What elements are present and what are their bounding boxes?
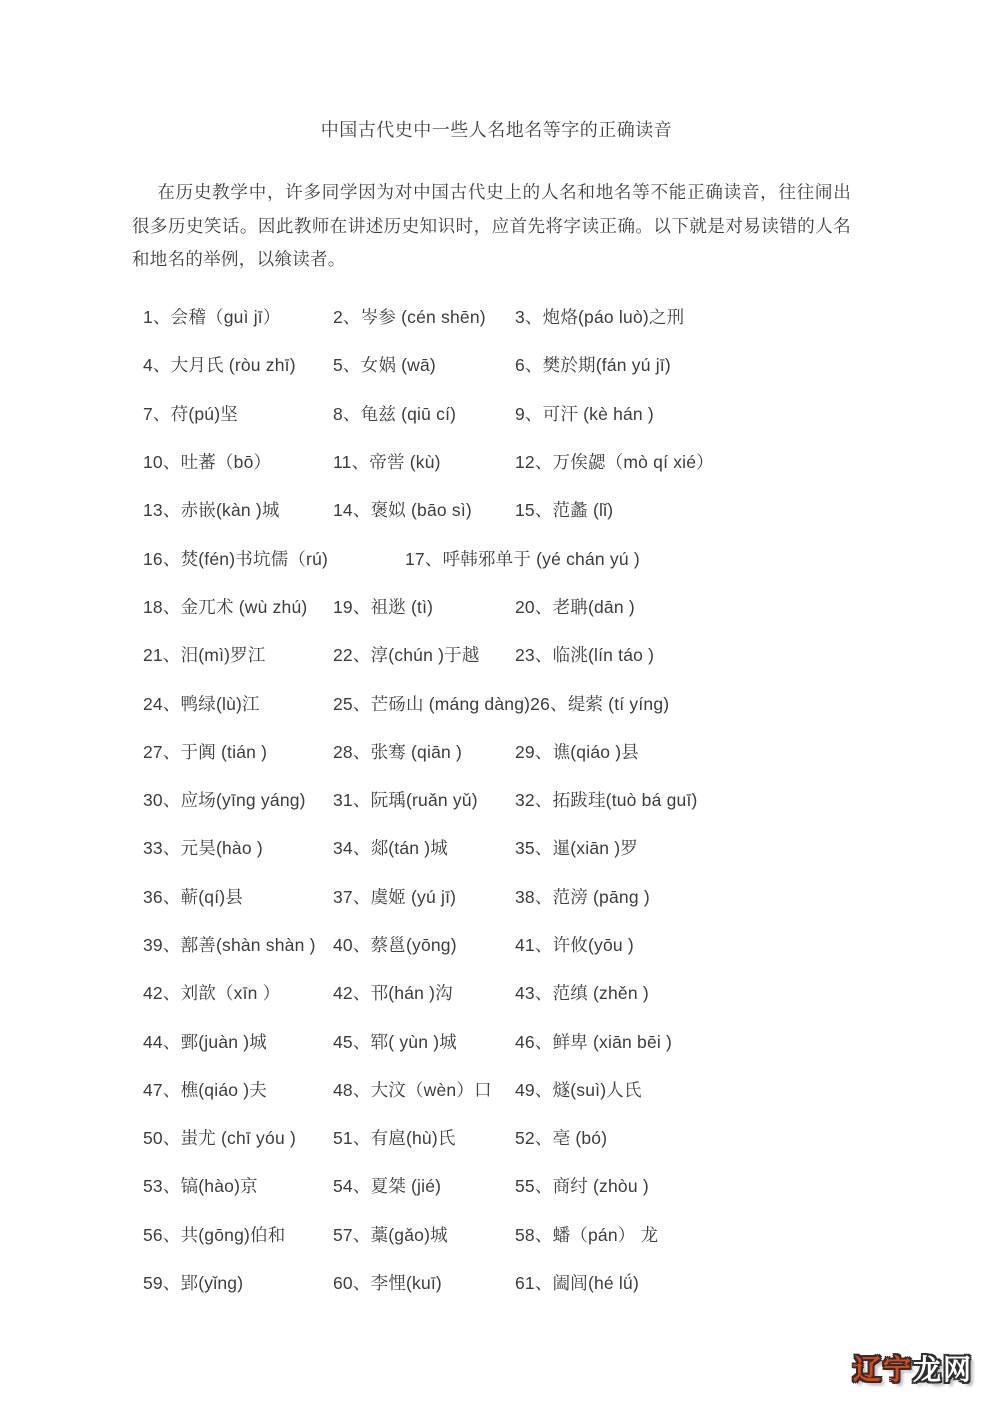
list-row [143,486,953,534]
list-item: 24、鸭绿(lù)江 [143,693,260,714]
list-item: 36、蕲(qí)县 [143,886,244,907]
list-item: 27、于阗 (tián ) [143,741,268,762]
list-item: 15、范蠡 (lǐ) [515,500,614,521]
list-item: 29、谯(qiáo )县 [515,741,639,762]
list-item: 14、褒姒 (bāo sì) [333,500,472,521]
list-item: 23、临洮(lín táo ) [515,645,655,666]
list-item: 41、许攸(yōu ) [515,935,634,955]
list-item: 57、藁(gǎo)城 [333,1224,448,1245]
list-item: 11、帝喾 (kù) [333,452,441,473]
pronunciation-list [143,293,953,1307]
list-row [143,1114,953,1162]
page-title: 中国古代史中一些人名地名等字的正确读音 [320,120,673,140]
list-item: 34、郯(tán )城 [333,838,449,859]
list-item: 2、岑参 (cén shēn) [333,307,486,328]
list-item: 48、大汶（wèn）口 [333,1079,492,1100]
list-item: 43、范缜 (zhěn ) [515,983,649,1004]
list-item: 42、邗(hán )沟 [333,983,453,1004]
watermark-text-white: 龙网 [912,1354,973,1385]
intro-paragraph: 在历史教学中，许多同学因为对中国古代史上的人名和地名等不能正确读音，往往闹出很多历史笑话。因此教师在讲述历史知识时，应首先将字读正确。以下就是对易读错的人名和地名的举例，以飨读者。 [132,182,851,269]
list-item: 19、祖逖 (tì) [333,596,434,617]
list-item: 54、夏桀 (jié) [333,1176,442,1197]
list-item: 56、共(gōng)伯和 [143,1224,286,1245]
watermark-text-red: 辽宁 [852,1354,913,1385]
list-item: 30、应场(yīng yáng) [143,790,306,811]
list-item: 42、刘歆（xīn ） [143,983,281,1004]
list-item: 8、龟兹 (qiū cí) [333,403,457,424]
list-item: 39、鄯善(shàn shàn ) [143,935,316,955]
list-item: 35、暹(xiān )罗 [515,838,638,859]
list-item: 58、蟠（pán） 龙 [515,1224,659,1245]
list-item: 44、鄄(juàn )城 [143,1031,267,1052]
list-item: 7、苻(pú)坚 [143,403,238,424]
list-item: 60、李悝(kuī) [333,1273,442,1294]
list-item: 10、吐蕃（bō） [143,452,272,473]
list-item: 13、赤嵌(kàn )城 [143,500,280,521]
list-row [143,1162,953,1210]
list-row [143,824,953,872]
list-row [143,1065,953,1113]
list-row [143,293,953,341]
list-item: 52、亳 (bó) [515,1128,608,1149]
list-item: 9、可汗 (kè hán ) [515,403,654,424]
list-item: 49、燧(suì)人氏 [515,1079,642,1100]
list-item: 33、元昊(hào ) [143,838,263,859]
list-item: 31、阮瑀(ruǎn yǔ) [333,790,478,811]
list-item: 59、郢(yǐng) [143,1273,244,1294]
list-row [143,679,953,727]
list-row [143,437,953,485]
list-item: 17、呼韩邪单于 (yé chán yú ) [405,548,640,569]
list-row [143,872,953,920]
list-item: 50、蚩尤 (chī yóu ) [143,1128,296,1149]
list-item: 55、商纣 (zhòu ) [515,1176,649,1197]
list-item: 28、张骞 (qiān ) [333,741,463,762]
list-row [143,582,953,630]
list-item: 3、炮烙(páo luò)之刑 [515,307,685,328]
list-row [143,727,953,775]
list-item: 47、樵(qiáo )夫 [143,1079,267,1100]
list-item: 37、虞姬 (yú jī) [333,886,457,907]
list-item: 53、镐(hào)京 [143,1176,258,1197]
list-item: 1、会稽（guì jī） [143,307,281,328]
watermark-logo [853,1348,973,1388]
list-item: 22、淳(chún )于越 [333,645,480,666]
list-item: 16、焚(fén)书坑儒（rú) [143,548,329,569]
list-row [143,389,953,437]
list-item: 32、拓跋珪(tuò bá guī) [515,790,698,811]
list-item: 61、阖闾(hé lǘ) [515,1273,639,1294]
list-item: 26、缇萦 (tí yíng) [530,693,670,714]
list-item: 5、女娲 (wā) [333,355,436,376]
list-row [143,341,953,389]
list-item: 25、芒砀山 (máng dàng) [333,693,531,714]
list-row [143,775,953,823]
list-row [143,534,953,582]
list-row [143,631,953,679]
list-row [143,920,953,968]
list-item: 6、樊於期(fán yú jī) [515,355,671,376]
list-item: 12、万俟勰（mò qí xié） [515,452,714,473]
list-item: 51、有扈(hù)氏 [333,1128,456,1149]
list-item: 4、大月氏 (ròu zhī) [143,355,296,376]
list-row [143,1210,953,1258]
list-row [143,1017,953,1065]
list-row [143,1258,953,1306]
list-item: 20、老聃(dān ) [515,596,635,617]
list-item: 38、范滂 (pāng ) [515,886,650,907]
list-item: 40、蔡邕(yōng) [333,935,457,955]
list-row [143,969,953,1017]
list-item: 45、郓( yùn )城 [333,1031,457,1052]
list-item: 18、金兀术 (wù zhú) [143,596,308,617]
list-item: 21、汨(mì)罗江 [143,645,266,666]
list-item: 46、鲜卑 (xiān bēi ) [515,1031,673,1052]
